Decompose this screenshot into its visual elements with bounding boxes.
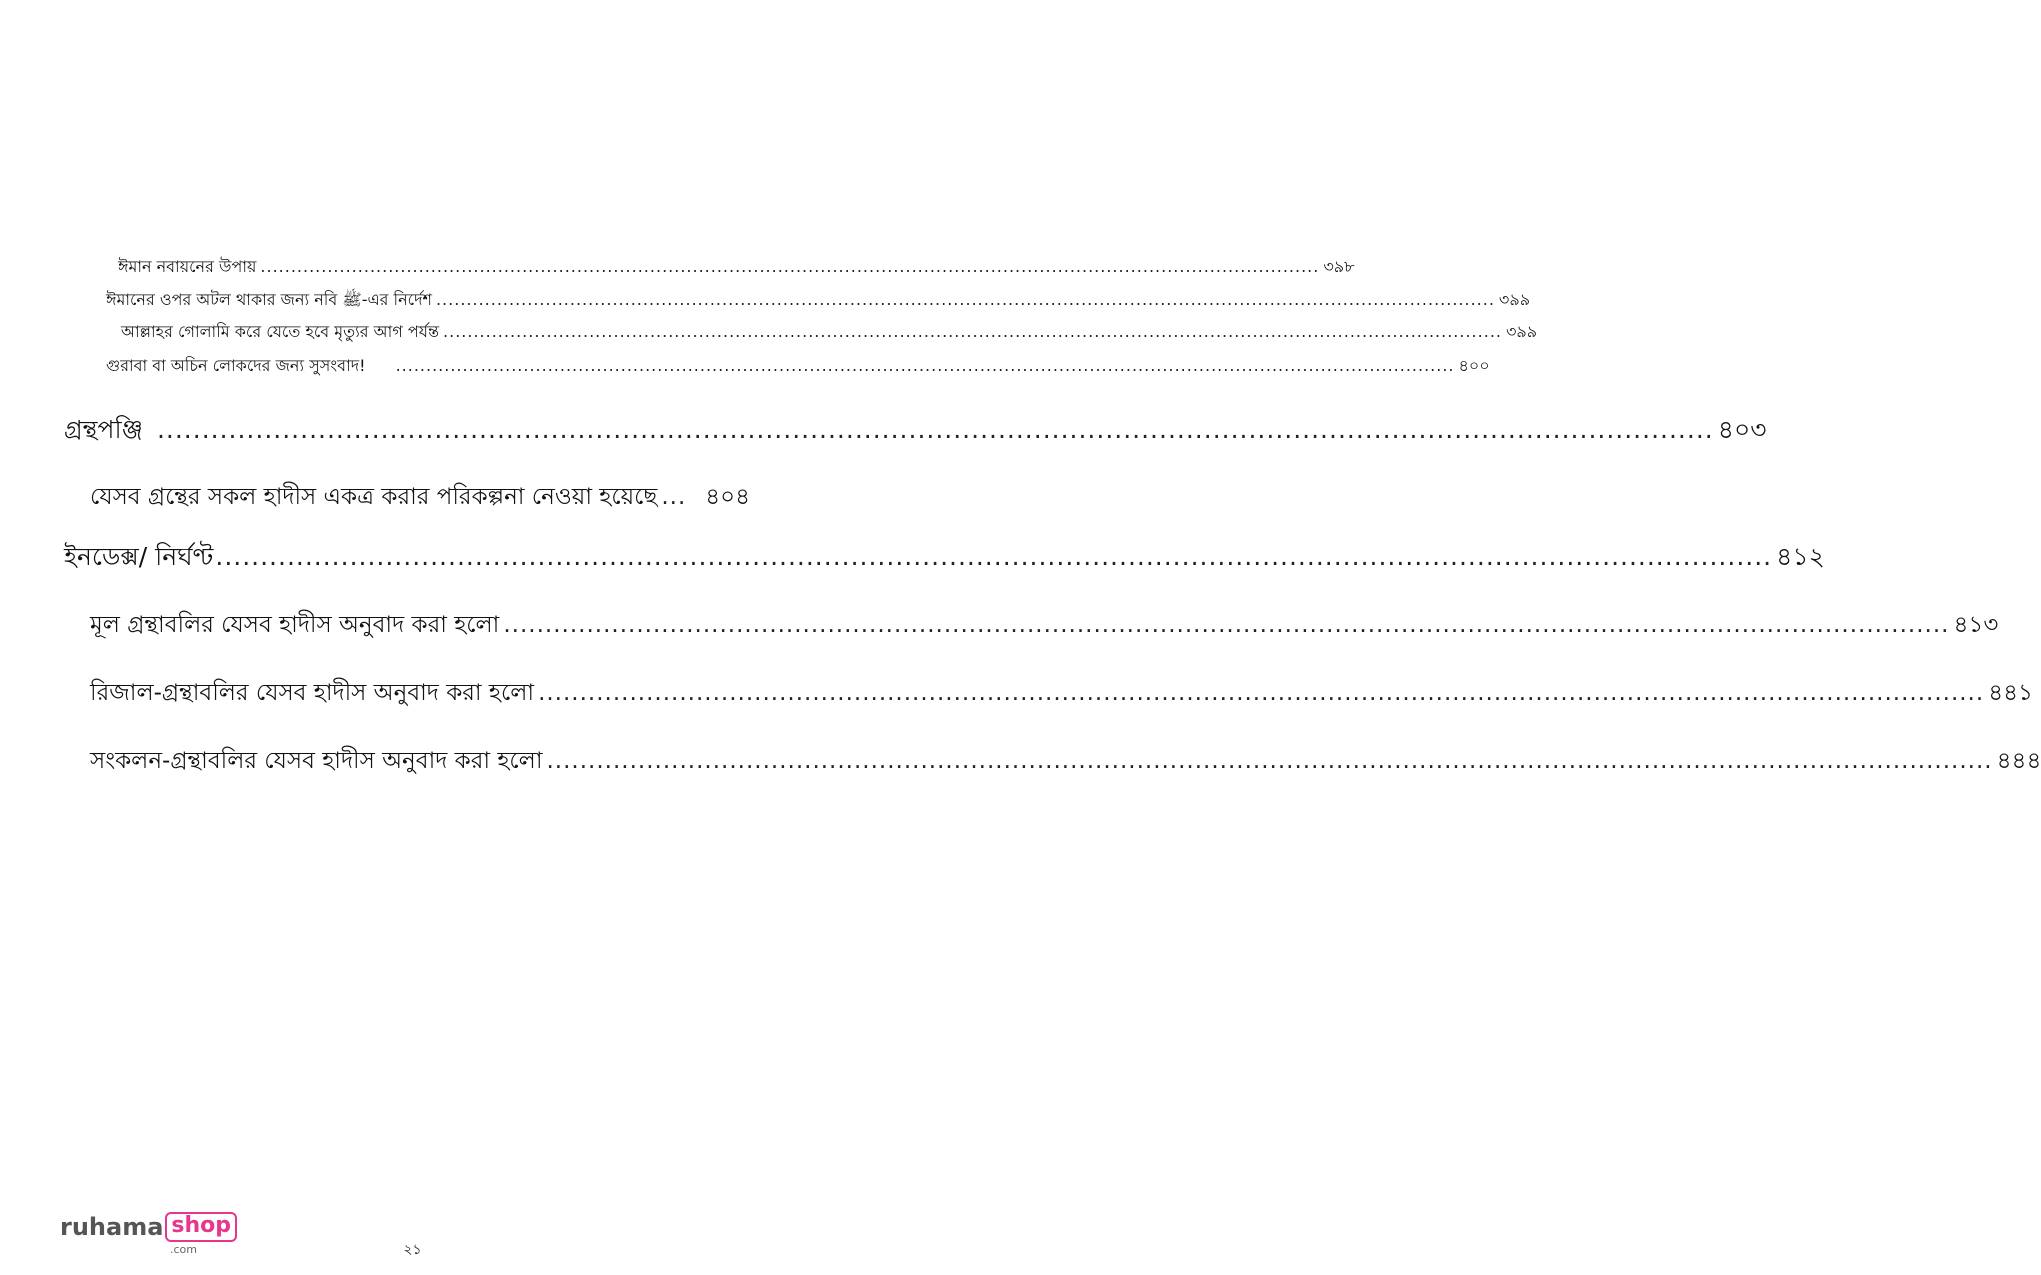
toc-section	[64, 410, 1767, 448]
toc-entry-page: ৪১৩	[1953, 612, 1999, 638]
toc-leader: ..............................................................................................................................................................................	[435, 290, 1495, 309]
toc-entry	[90, 606, 1999, 642]
toc-entry-title: রিজাল-গ্রন্থাবলির যেসব হাদীস অনুবাদ করা হলো	[90, 680, 535, 706]
toc-leader: ..............................................................................................................................................................................	[503, 612, 1950, 638]
toc-entry-title: গ্রন্থপঞ্জি	[64, 415, 143, 444]
toc-entry	[90, 674, 2033, 710]
toc-leader: ..............................................................................................................................................................................	[546, 748, 1993, 774]
toc-leader: ..............................................................................................................................................................................	[260, 257, 1320, 276]
toc-entry	[106, 287, 1531, 311]
toc-entry-page: ৪০০	[1458, 356, 1490, 375]
toc-entry-title: মূল গ্রন্থাবলির যেসব হাদীস অনুবাদ করা হলো	[90, 612, 500, 638]
toc-entry-title: সংকলন-গ্রন্থাবলির যেসব হাদীস অনুবাদ করা হলো	[90, 748, 543, 774]
toc-entry	[121, 319, 1538, 343]
toc-entry	[118, 254, 1355, 278]
toc-leader: ..............................................................................................................................................................................	[395, 356, 1455, 375]
toc-entry-title: গুরাবা বা অচিন লোকদের জন্য সুসংবাদ!	[106, 356, 366, 375]
toc-entry	[106, 353, 1490, 377]
toc-entry-page: ৪৪৪	[1996, 748, 2041, 774]
logo-text-ruhama: ruhama	[60, 1213, 164, 1241]
toc-leader: ..............................................................................................................................................................................	[215, 542, 1773, 571]
logo-text-shop: shop	[165, 1212, 237, 1242]
toc-entry-page: ৩৯৯	[1505, 322, 1538, 341]
toc-entry-title: যেসব গ্রন্থের সকল হাদীস একত্র করার পরিকল্পনা নেওয়া হয়েছে	[90, 484, 658, 510]
toc-section	[64, 537, 1825, 575]
toc-entry	[90, 478, 750, 514]
toc-entry-page: ৪৪১	[1988, 680, 2033, 706]
toc-entry-page: ৩৯৯	[1498, 290, 1531, 309]
page-number: ২১	[403, 1242, 422, 1258]
toc-entry-title: ঈমানের ওপর অটল থাকার জন্য নবি ﷺ-এর নির্দেশ	[106, 290, 432, 309]
toc-leader: ..............................................................................................................................................................................	[156, 415, 1714, 444]
toc-leader: ...	[661, 484, 687, 510]
toc-entry-page: ৪০৪	[705, 484, 750, 510]
toc-entry-page: ৩৯৮	[1323, 257, 1355, 276]
toc-entry	[90, 742, 2041, 778]
toc-leader: ..............................................................................................................................................................................	[443, 322, 1502, 341]
toc-entry-page: ৪১২	[1776, 542, 1825, 571]
toc-entry-title: ইনডেক্স/ নির্ঘণ্ট	[64, 542, 214, 571]
toc-entry-title: আল্লাহর গোলামি করে যেতে হবে মৃত্যুর আগ পর্যন্ত	[121, 322, 440, 341]
toc-entry-page: ৪০৩	[1717, 415, 1767, 444]
toc-leader: ..............................................................................................................................................................................	[538, 680, 1985, 706]
toc-entry-title: ঈমান নবায়নের উপায়	[118, 257, 257, 276]
logo-text-domain: .com	[170, 1243, 197, 1256]
